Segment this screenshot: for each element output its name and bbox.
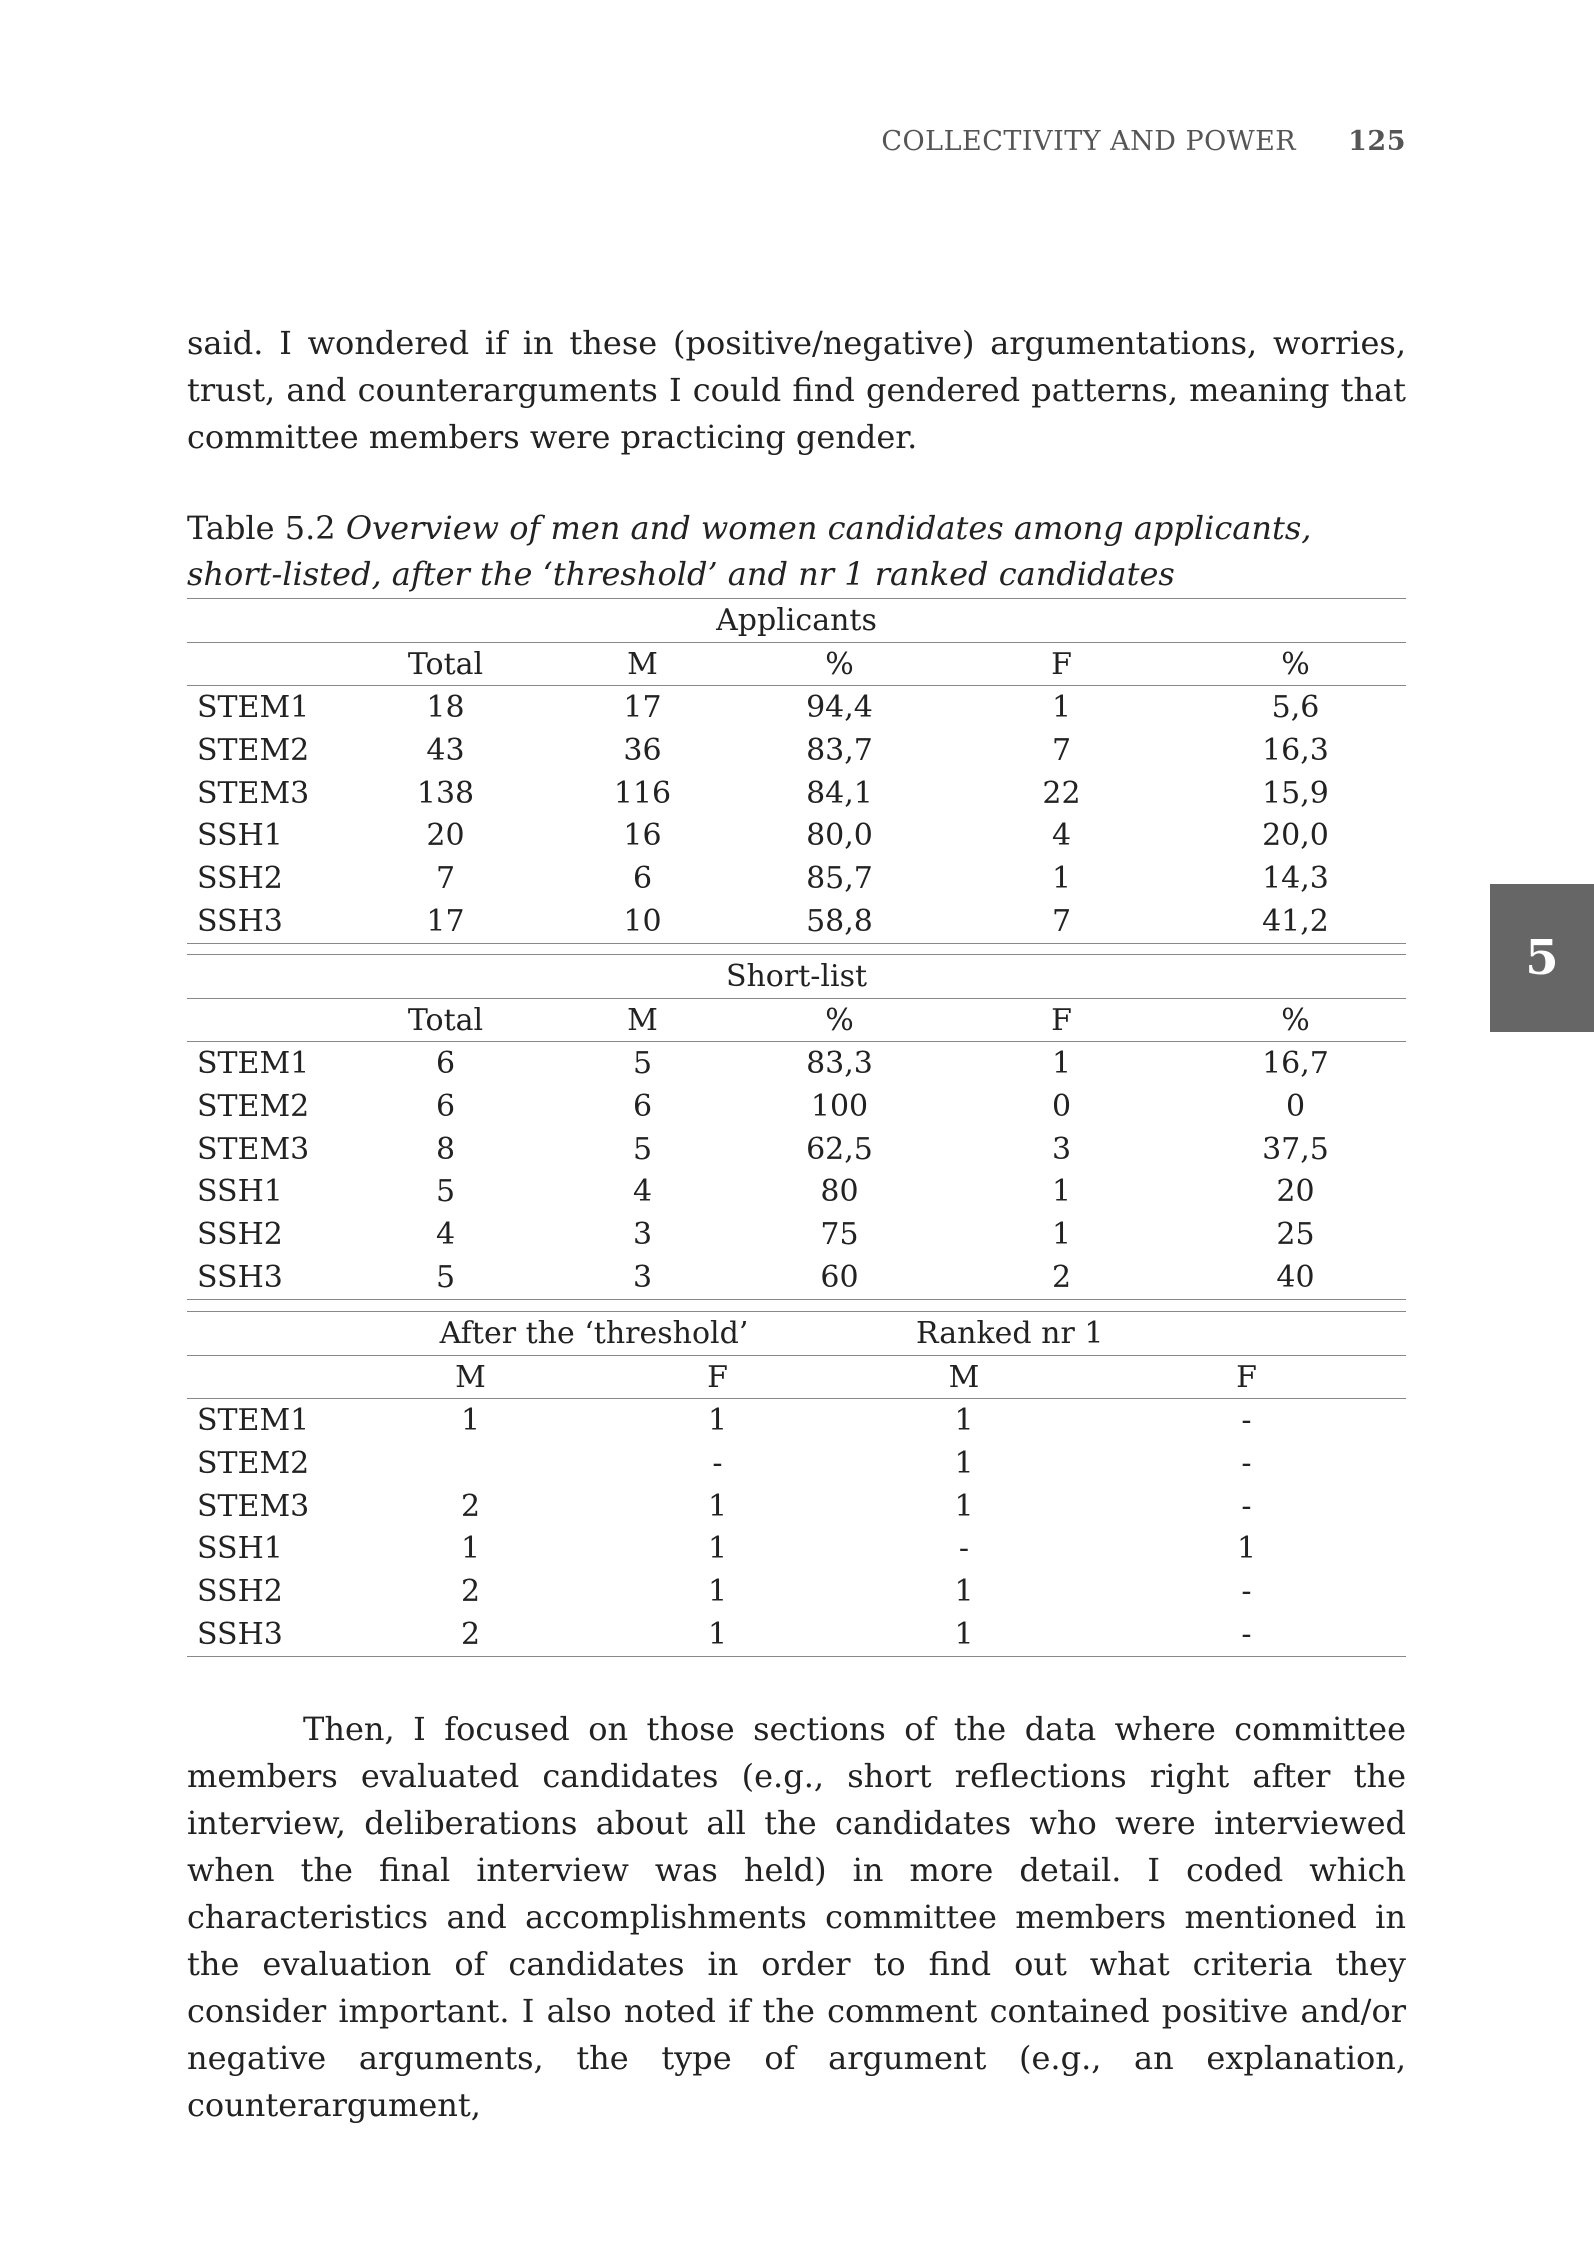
table-cell: 37,5 xyxy=(1262,1131,1329,1167)
table-threshold-ranked xyxy=(187,1311,1406,1657)
table-cell: 7 xyxy=(938,900,1185,943)
table-cell: 7 xyxy=(435,860,456,896)
table-cell: 2 xyxy=(938,1256,1185,1299)
table-cell: 62,5 xyxy=(806,1131,873,1167)
table-caption xyxy=(187,505,1406,597)
row-label: SSH1 xyxy=(197,818,283,854)
row-label: SSH3 xyxy=(187,1613,347,1656)
table-row xyxy=(187,1485,1406,1528)
table-row xyxy=(187,1256,1406,1299)
table-cell: 16 xyxy=(623,818,662,854)
table-row xyxy=(187,772,1406,815)
table-cell: 1 xyxy=(1051,1046,1072,1082)
row-label: SSH1 xyxy=(197,1174,283,1210)
table-cell: 138 xyxy=(416,775,475,811)
paragraph-top: said. I wondered if in these (positive/negative) argumentations, worries, trust, and counterarguments I could find gendered patterns, meaning that committee members were practicing gender. xyxy=(187,324,1406,456)
table-cell: 80 xyxy=(820,1174,859,1210)
table-cell: 83,7 xyxy=(806,732,873,768)
header-row-applicants xyxy=(187,642,1406,686)
table-cell: 7 xyxy=(1051,732,1072,768)
header-row-shortlist xyxy=(187,998,1406,1042)
row-label: SSH2 xyxy=(197,860,283,896)
table-cell: 75 xyxy=(820,1216,859,1252)
table-cell: 2 xyxy=(347,1613,594,1656)
table-row xyxy=(187,729,1406,772)
header-cell: F xyxy=(1087,1355,1406,1399)
table-cell xyxy=(347,1442,594,1485)
table-cell: 22 xyxy=(1042,775,1081,811)
table-row xyxy=(187,1085,1406,1128)
table-cell: 1 xyxy=(707,1403,728,1439)
table-cell: 5,6 xyxy=(1271,690,1320,726)
table-cell: 20 xyxy=(1276,1174,1315,1210)
table-cell: 1 xyxy=(1051,690,1072,726)
table-row xyxy=(187,1213,1406,1256)
table-cell: 25 xyxy=(1276,1216,1315,1252)
table-caption-title: Overview of men and women candidates among applicants, short-listed, after the ‘threshold’ and nr 1 ranked candidates xyxy=(187,509,1312,593)
table-cell: 1 xyxy=(954,1403,974,1439)
table-cell: 1 xyxy=(460,1403,481,1439)
table-row xyxy=(187,1399,1406,1442)
table-cell: 0 xyxy=(1285,1088,1306,1124)
table-cell: 6 xyxy=(632,860,653,896)
row-label: STEM3 xyxy=(197,775,310,811)
table-cell: 60 xyxy=(741,1256,938,1299)
header-cell: % xyxy=(1185,642,1406,686)
table-cell: 2 xyxy=(460,1488,481,1524)
header-cell: Total xyxy=(347,642,544,686)
table-cell: - xyxy=(1087,1613,1406,1656)
table-cell: 6 xyxy=(435,1046,456,1082)
table-row xyxy=(187,686,1406,729)
row-label: STEM2 xyxy=(197,732,310,768)
table-cell: 0 xyxy=(1051,1088,1072,1124)
table-cell: 3 xyxy=(544,1256,741,1299)
header-cell: % xyxy=(1185,998,1406,1042)
section-spacer xyxy=(187,1312,347,1356)
table-cell: 84,1 xyxy=(806,775,873,811)
table-cell: 5 xyxy=(632,1131,653,1167)
row-label: STEM1 xyxy=(197,1403,310,1439)
section-title-ranked: Ranked nr 1 xyxy=(841,1312,1406,1356)
chapter-tab: 5 xyxy=(1490,884,1594,1032)
header-cell: Total xyxy=(347,998,544,1042)
page-number: 125 xyxy=(1348,126,1406,157)
header-cell xyxy=(187,642,347,686)
paragraph-bottom: Then, I focused on those sections of the data where committee members evaluated candidates (e.g., short reflections right after the interview, deliberations about all the candidates who were interviewed when the final interview was held) in more detail. I coded which characteristics and accomplishments committee members mentioned in the evaluation of candidates in order to find out what criteria they consider important. I also noted if the comment contained positive and/or negative arguments, the type of argument (e.g., an explanation, counterargument, xyxy=(187,1710,1406,2124)
row-label: SSH1 xyxy=(197,1531,283,1567)
table-cell: 6 xyxy=(632,1088,653,1124)
table-cell: - xyxy=(1241,1488,1252,1524)
table-cell: 4 xyxy=(435,1216,456,1252)
row-label: STEM1 xyxy=(197,690,310,726)
table-cell: 18 xyxy=(426,690,465,726)
table-caption-label: Table 5.2 xyxy=(187,509,346,547)
table-row xyxy=(187,900,1406,943)
table-cell: 1 xyxy=(954,1488,974,1524)
table-row xyxy=(187,1128,1406,1171)
header-cell xyxy=(187,1355,347,1399)
table-cell: 100 xyxy=(810,1088,869,1124)
table-cell: 14,3 xyxy=(1262,860,1329,896)
table-cell: - xyxy=(958,1531,970,1567)
row-label: SSH3 xyxy=(187,900,347,943)
table-cell: 20 xyxy=(426,818,465,854)
table-row xyxy=(187,1170,1406,1213)
table-cell: 17 xyxy=(623,690,662,726)
table-cell: 17 xyxy=(347,900,544,943)
header-row-threshold xyxy=(187,1355,1406,1399)
table-row xyxy=(187,1613,1406,1656)
table-cell: 94,4 xyxy=(806,690,873,726)
header-cell: M xyxy=(347,1355,594,1399)
header-cell: M xyxy=(544,642,741,686)
table-cell: 3 xyxy=(632,1216,653,1252)
table-cell: 5 xyxy=(347,1256,544,1299)
table-cell: 80,0 xyxy=(806,818,873,854)
table-cell: - xyxy=(1241,1403,1252,1439)
header-cell: M xyxy=(544,998,741,1042)
table-cell: 5 xyxy=(435,1174,456,1210)
header-cell: F xyxy=(938,642,1185,686)
table-row xyxy=(187,1570,1406,1613)
table-cell: 10 xyxy=(544,900,741,943)
row-label: STEM3 xyxy=(197,1131,310,1167)
table-cell: 16,3 xyxy=(1262,732,1329,768)
table-cell: 43 xyxy=(426,732,465,768)
running-head xyxy=(881,126,1406,157)
section-title-shortlist: Short-list xyxy=(187,955,1406,999)
table-cell: 8 xyxy=(435,1131,456,1167)
table-cell: - xyxy=(712,1445,723,1481)
table-row xyxy=(187,857,1406,900)
table-cell: 1 xyxy=(841,1613,1087,1656)
table-cell: 5 xyxy=(632,1046,653,1082)
table-cell: - xyxy=(1241,1573,1252,1609)
paragraph-bottom-block xyxy=(187,1706,1406,2129)
table-cell: 2 xyxy=(460,1573,481,1609)
table-cell: 4 xyxy=(1051,818,1072,854)
table-cell: 1 xyxy=(954,1445,974,1481)
table-cell: 1 xyxy=(594,1613,841,1656)
paragraph-top-block xyxy=(187,320,1406,461)
row-label: SSH2 xyxy=(197,1216,283,1252)
row-label: SSH2 xyxy=(197,1573,283,1609)
row-label: STEM3 xyxy=(197,1488,310,1524)
table-cell: 1 xyxy=(1051,1174,1072,1210)
row-label: SSH3 xyxy=(187,1256,347,1299)
table-cell: 36 xyxy=(623,732,662,768)
table-cell: 58,8 xyxy=(741,900,938,943)
header-cell: % xyxy=(741,998,938,1042)
table-cell: 20,0 xyxy=(1262,818,1329,854)
table-cell: 40 xyxy=(1185,1256,1406,1299)
table-cell: 6 xyxy=(435,1088,456,1124)
table-cell: 41,2 xyxy=(1185,900,1406,943)
table-cell: 85,7 xyxy=(806,860,873,896)
section-title-applicants: Applicants xyxy=(187,599,1406,643)
header-cell: % xyxy=(741,642,938,686)
row-label: STEM2 xyxy=(197,1088,310,1124)
table-cell: 4 xyxy=(632,1174,653,1210)
table-row xyxy=(187,1527,1406,1570)
table-cell: 83,3 xyxy=(806,1046,873,1082)
table-cell: 1 xyxy=(954,1573,974,1609)
header-cell: F xyxy=(938,998,1185,1042)
table-cell: - xyxy=(1241,1445,1252,1481)
table-cell: 1 xyxy=(1051,1216,1072,1252)
row-label: STEM1 xyxy=(197,1046,310,1082)
table-cell: 1 xyxy=(460,1531,481,1567)
table-cell: 15,9 xyxy=(1262,775,1329,811)
table-cell: 116 xyxy=(613,775,672,811)
table-cell: 1 xyxy=(707,1531,728,1567)
header-cell: F xyxy=(594,1355,841,1399)
table-applicants xyxy=(187,598,1406,944)
table-cell: 1 xyxy=(707,1488,728,1524)
table-row xyxy=(187,1442,1406,1485)
table-cell: 1 xyxy=(1051,860,1072,896)
row-label: STEM2 xyxy=(197,1445,310,1481)
header-cell xyxy=(187,998,347,1042)
table-row xyxy=(187,1042,1406,1085)
running-head-title: COLLECTIVITY AND POWER xyxy=(881,126,1297,157)
table-shortlist xyxy=(187,954,1406,1300)
section-title-after-threshold: After the ‘threshold’ xyxy=(347,1312,841,1356)
table-cell: 16,7 xyxy=(1262,1046,1329,1082)
table-cell: 1 xyxy=(1236,1531,1257,1567)
table-cell: 1 xyxy=(707,1573,728,1609)
header-cell: M xyxy=(841,1355,1087,1399)
table-row xyxy=(187,814,1406,857)
table-cell: 3 xyxy=(1051,1131,1072,1167)
